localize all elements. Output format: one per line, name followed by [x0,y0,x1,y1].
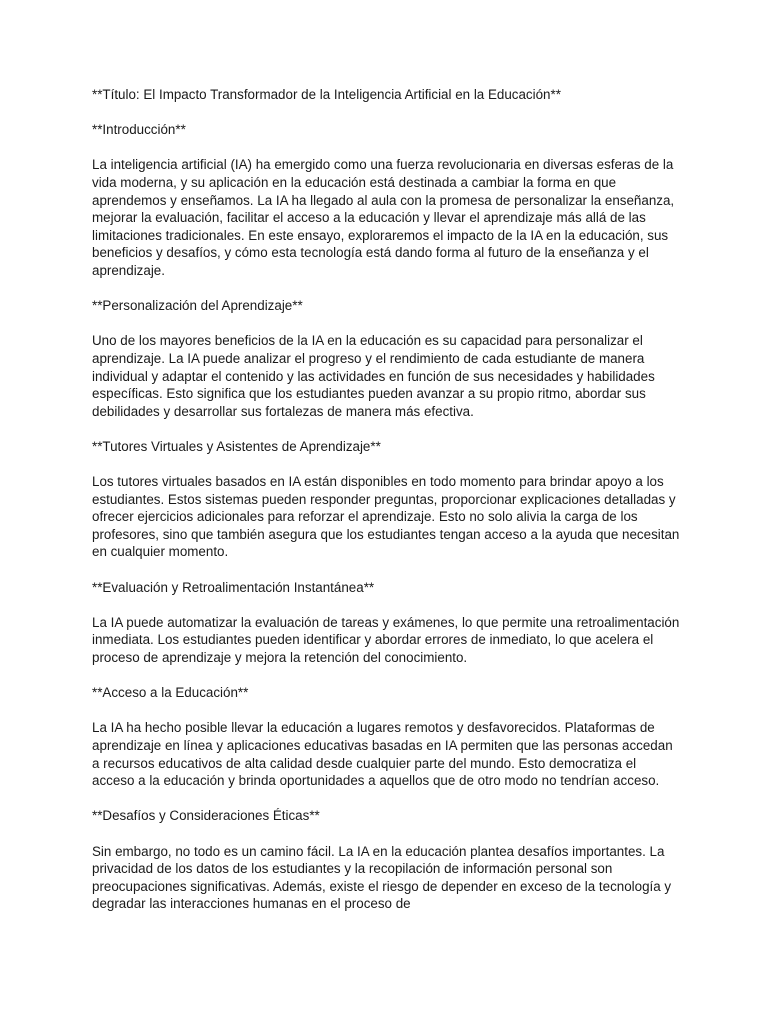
section-heading-personalizacion: **Personalización del Aprendizaje** [92,298,303,314]
section-body-introduccion: La inteligencia artificial (IA) ha emergido como una fuerza revolucionaria en diversas esferas de la vida moderna, y su aplicación en la educación está destinada a cambiar la forma en que aprendemos y enseñamos. La IA ha llegado al aula con la promesa de personalizar la enseñanza, mejorar la evaluación, facilitar el acceso a la educación y llevar el aprendizaje más allá de las limitaciones tradicionales. En este ensayo, exploraremos el impacto de la IA en la educación, sus beneficios y desafíos, y cómo esta tecnología está dando forma al futuro de la enseñanza y el aprendizaje. [92,157,675,278]
section-heading-desafios: **Desafíos y Consideraciones Éticas** [92,808,320,824]
section-heading-introduccion: **Introducción** [92,122,186,138]
document-page [92,86,682,931]
section-body-evaluacion: La IA puede automatizar la evaluación de tareas y exámenes, lo que permite una retroalimentación inmediata. Los estudiantes pueden identificar y abordar errores de inmediato, lo que acelera el proceso de aprendizaje y mejora la retención del conocimiento. [92,614,680,665]
section-body-personalizacion: Uno de los mayores beneficios de la IA en la educación es su capacidad para personalizar el aprendizaje. La IA puede analizar el progreso y el rendimiento de cada estudiante de manera individual y adaptar el contenido y las actividades en función de sus necesidades y habilidades específicas. Esto significa que los estudiantes pueden avanzar a su propio ritmo, abordar sus debilidades y desarrollar sus fortalezas de manera más efectiva. [92,333,655,419]
section-body-desafios: Sin embargo, no todo es un camino fácil. La IA en la educación plantea desafíos importantes. La privacidad de los datos de los estudiantes y la recopilación de información personal son preocupaciones significativas. Además, existe el riesgo de depender en exceso de la tecnología y degradar las interacciones humanas en el proceso de [92,843,672,912]
section-body-acceso: La IA ha hecho posible llevar la educación a lugares remotos y desfavorecidos. Plataformas de aprendizaje en línea y aplicaciones educativas basadas en IA permiten que las personas accedan a recursos educativos de alta calidad desde cualquier parte del mundo. Esto democratiza el acceso a la educación y brinda oportunidades a aquellos que de otro modo no tendrían acceso. [92,720,673,789]
section-heading-tutores: **Tutores Virtuales y Asistentes de Aprendizaje** [92,438,381,454]
section-body-tutores: Los tutores virtuales basados en IA están disponibles en todo momento para brindar apoyo a los estudiantes. Estos sistemas pueden responder preguntas, proporcionar explicaciones detalladas y ofrecer ejercicios adicionales para reforzar el aprendizaje. Esto no solo alivia la carga de los profesores, sino que también asegura que los estudiantes tengan acceso a la ayuda que necesitan en cualquier momento. [92,474,680,560]
document-title: **Título: El Impacto Transformador de la Inteligencia Artificial en la Educación** [92,87,561,102]
section-heading-evaluacion: **Evaluación y Retroalimentación Instantánea** [92,579,375,595]
section-heading-acceso: **Acceso a la Educación** [92,685,249,701]
